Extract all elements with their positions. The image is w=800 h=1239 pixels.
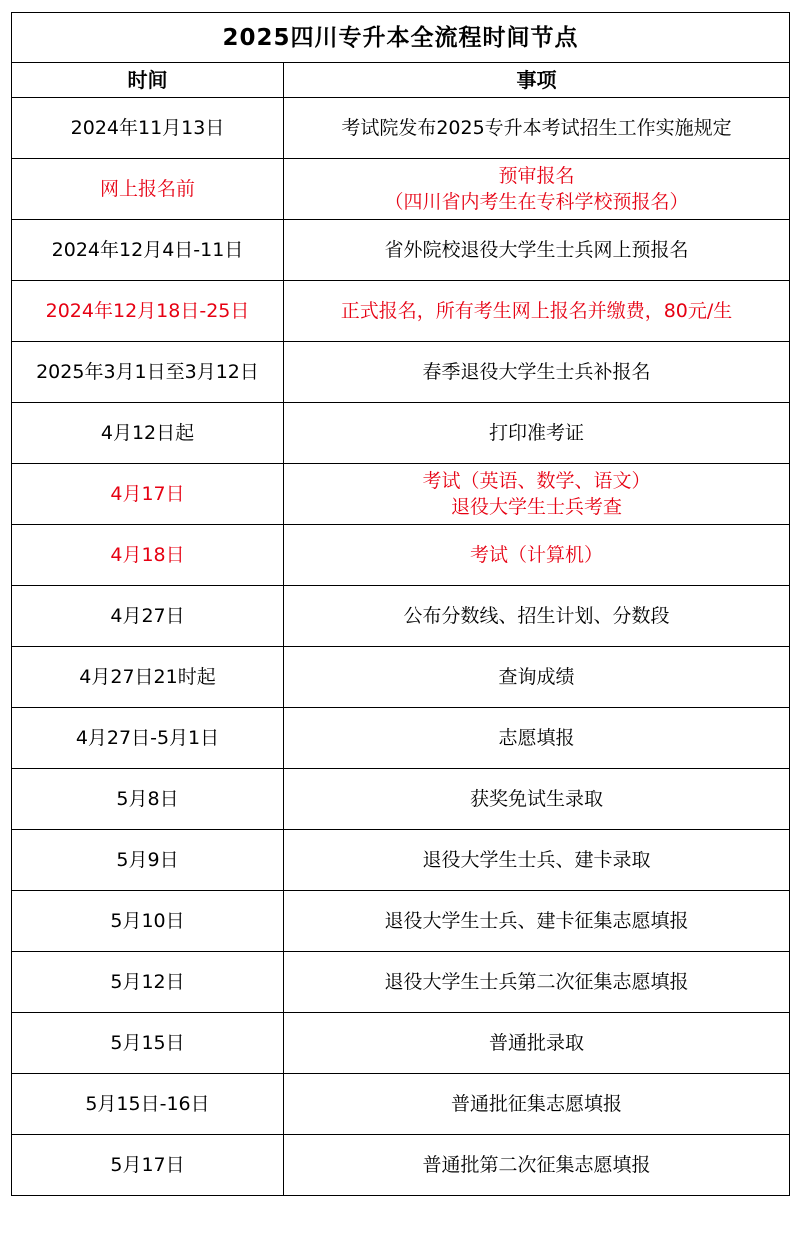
row-item-line: 普通批征集志愿填报: [451, 1093, 623, 1115]
row-item-line: 打印准考证: [489, 422, 585, 444]
row-item-cell: [284, 220, 790, 281]
row-item-line: 退役大学生士兵、建卡录取: [422, 849, 651, 871]
schedule-sheet: [11, 12, 789, 1196]
table-row: [12, 830, 790, 891]
table-row: [12, 403, 790, 464]
table-row: [12, 586, 790, 647]
row-item-line: 退役大学生士兵、建卡征集志愿填报: [384, 910, 689, 932]
table-row: [12, 525, 790, 586]
table-row: [12, 708, 790, 769]
row-time-cell: 2024年12月4日-11日: [12, 220, 284, 281]
row-time-cell: 5月8日: [12, 769, 284, 830]
table-body: [12, 98, 790, 1196]
row-item-line: 查询成绩: [498, 666, 575, 688]
column-header-time: 时间: [12, 63, 284, 98]
row-item-line: 考试（英语、数学、语文）: [422, 470, 651, 492]
row-time-cell: 4月12日起: [12, 403, 284, 464]
row-time-cell: 5月15日-16日: [12, 1074, 284, 1135]
title-row: [12, 13, 790, 63]
row-time-cell: 5月12日: [12, 952, 284, 1013]
row-time-cell: 2024年12月18日-25日: [12, 281, 284, 342]
table-row: [12, 281, 790, 342]
row-item-cell: [284, 830, 790, 891]
table-row: [12, 220, 790, 281]
schedule-table: [11, 12, 790, 1196]
column-header-item: 事项: [284, 63, 790, 98]
table-row: [12, 342, 790, 403]
table-row: [12, 1013, 790, 1074]
table-row: [12, 952, 790, 1013]
row-item-line: 预审报名: [498, 165, 575, 187]
row-item-line: 退役大学生士兵考查: [451, 496, 623, 518]
row-item-cell: [284, 1013, 790, 1074]
row-item-line: 普通批第二次征集志愿填报: [422, 1154, 651, 1176]
row-item-cell: [284, 1074, 790, 1135]
row-item-line: 考试院发布2025专升本考试招生工作实施规定: [341, 117, 732, 139]
row-item-line: 获奖免试生录取: [470, 788, 604, 810]
row-item-cell: [284, 98, 790, 159]
row-item-line: 考试（计算机）: [470, 544, 604, 566]
row-time-cell: 2025年3月1日至3月12日: [12, 342, 284, 403]
table-title: 2025四川专升本全流程时间节点: [12, 13, 790, 63]
row-time-cell: 5月17日: [12, 1135, 284, 1196]
row-item-line: （四川省内考生在专科学校预报名）: [384, 191, 689, 213]
row-item-cell: [284, 586, 790, 647]
row-time-cell: 5月10日: [12, 891, 284, 952]
row-time-cell: 4月27日: [12, 586, 284, 647]
row-item-cell: [284, 1135, 790, 1196]
row-item-cell: [284, 403, 790, 464]
row-item-line: 普通批录取: [489, 1032, 585, 1054]
row-time-cell: 4月27日21时起: [12, 647, 284, 708]
header-row: [12, 63, 790, 98]
row-item-cell: [284, 281, 790, 342]
row-time-cell: 4月18日: [12, 525, 284, 586]
row-item-cell: [284, 647, 790, 708]
row-item-line: 春季退役大学生士兵补报名: [422, 361, 651, 383]
row-time-cell: 4月27日-5月1日: [12, 708, 284, 769]
row-time-cell: 4月17日: [12, 464, 284, 525]
table-row: [12, 769, 790, 830]
row-time-cell: 网上报名前: [12, 159, 284, 220]
row-item-cell: [284, 525, 790, 586]
row-item-cell: [284, 769, 790, 830]
table-row: [12, 464, 790, 525]
row-item-line: 正式报名，所有考生网上报名并缴费，80元/生: [340, 300, 733, 322]
row-item-cell: [284, 952, 790, 1013]
row-item-cell: [284, 464, 790, 525]
row-time-cell: 5月9日: [12, 830, 284, 891]
row-item-line: 退役大学生士兵第二次征集志愿填报: [384, 971, 689, 993]
table-row: [12, 891, 790, 952]
table-row: [12, 98, 790, 159]
row-time-cell: 5月15日: [12, 1013, 284, 1074]
table-row: [12, 647, 790, 708]
row-item-line: 公布分数线、招生计划、分数段: [403, 605, 670, 627]
table-row: [12, 1074, 790, 1135]
row-item-line: 省外院校退役大学生士兵网上预报名: [384, 239, 689, 261]
table-row: [12, 1135, 790, 1196]
row-item-cell: [284, 708, 790, 769]
table-row: [12, 159, 790, 220]
row-time-cell: 2024年11月13日: [12, 98, 284, 159]
row-item-cell: [284, 342, 790, 403]
row-item-line: 志愿填报: [498, 727, 575, 749]
row-item-cell: [284, 159, 790, 220]
row-item-cell: [284, 891, 790, 952]
